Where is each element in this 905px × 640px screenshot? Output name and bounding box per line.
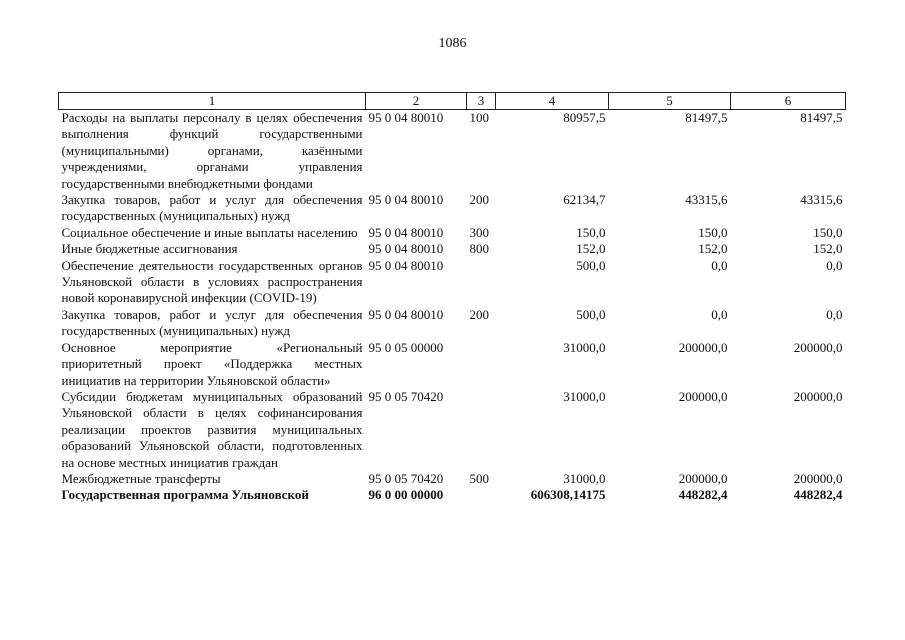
row-value-col6: 200000,0 <box>793 339 843 355</box>
row-expense-kind <box>467 389 496 471</box>
row-target-code: 95 0 04 80010 <box>368 192 444 208</box>
table-row <box>59 487 846 503</box>
row-value-col4: 500,0 <box>576 306 606 322</box>
row-target-code: 95 0 04 80010 <box>368 224 444 240</box>
row-name: Обеспечение деятельности государственных органов Ульяновской области в условиях распространения новой коронавирусной инфекции (COVID-19) <box>61 257 363 306</box>
row-name: Государственная программа Ульяновской <box>61 487 309 503</box>
row-value-col5: 448282,4 <box>678 487 728 503</box>
row-value-col4: 500,0 <box>576 257 606 273</box>
row-target-code: 95 0 04 80010 <box>368 306 444 322</box>
row-value-col6: 81497,5 <box>800 110 843 125</box>
budget-table <box>58 92 846 504</box>
row-value-col5: 200000,0 <box>678 470 728 486</box>
column-header: 4 <box>496 93 609 110</box>
row-name: Субсидии бюджетам муниципальных образований Ульяновской области в целях софинансирования реализации проектов развития муниципальных образований Ульяновской области, подготовленных на основе местных инициатив граждан <box>61 388 363 470</box>
row-expense-kind <box>467 340 496 389</box>
row-value-col6: 0,0 <box>826 257 843 273</box>
row-name: Основное мероприятие «Региональный приоритетный проект «Поддержка местных инициатив на территории Ульяновской области» <box>61 339 363 388</box>
table-row <box>59 389 846 471</box>
row-value-col4: 31000,0 <box>563 388 606 404</box>
row-expense-kind: 500 <box>469 470 489 486</box>
row-value-col5: 200000,0 <box>678 339 728 355</box>
row-value-col6: 152,0 <box>813 241 843 257</box>
row-value-col5: 150,0 <box>698 224 728 240</box>
table-row <box>59 258 846 307</box>
row-expense-kind <box>467 487 496 503</box>
row-value-col6: 200000,0 <box>793 470 843 486</box>
row-expense-kind: 200 <box>469 192 489 208</box>
column-number-header-row <box>59 93 846 110</box>
row-expense-kind: 800 <box>469 241 489 257</box>
row-value-col4: 152,0 <box>576 241 606 257</box>
row-name: Социальное обеспечение и иные выплаты населению <box>61 224 358 240</box>
row-name: Расходы на выплаты персоналу в целях обеспечения выполнения функций государственными (муниципальными) органами, казёнными учреждениями, органами управления государственными внебюджетными фондами <box>61 110 363 191</box>
row-value-col4: 31000,0 <box>563 470 606 486</box>
row-value-col6: 150,0 <box>813 224 843 240</box>
row-value-col5: 200000,0 <box>678 388 728 404</box>
row-value-col4: 606308,14175 <box>530 487 606 503</box>
row-value-col6: 0,0 <box>826 306 843 322</box>
row-value-col4: 150,0 <box>576 224 606 240</box>
row-value-col6: 43315,6 <box>800 192 843 208</box>
row-name: Закупка товаров, работ и услуг для обеспечения государственных (муниципальных) нужд <box>61 306 363 339</box>
row-value-col5: 43315,6 <box>685 192 728 208</box>
column-header: 6 <box>731 93 846 110</box>
row-expense-kind: 200 <box>469 306 489 322</box>
row-value-col6: 200000,0 <box>793 388 843 404</box>
table-row <box>59 225 846 241</box>
row-value-col5: 152,0 <box>698 241 728 257</box>
row-value-col4: 80957,5 <box>563 110 606 125</box>
table-row <box>59 241 846 257</box>
table-row <box>59 110 846 193</box>
row-value-col4: 31000,0 <box>563 339 606 355</box>
column-header: 1 <box>59 93 366 110</box>
table-body <box>59 110 846 504</box>
column-header: 5 <box>609 93 731 110</box>
column-header: 3 <box>467 93 496 110</box>
row-value-col5: 81497,5 <box>685 110 728 125</box>
row-value-col5: 0,0 <box>711 257 728 273</box>
row-target-code: 96 0 00 00000 <box>368 487 444 503</box>
table-row <box>59 192 846 225</box>
row-expense-kind <box>467 258 496 307</box>
row-name: Иные бюджетные ассигнования <box>61 241 238 257</box>
row-expense-kind: 100 <box>469 110 489 125</box>
row-target-code: 95 0 05 00000 <box>368 339 444 355</box>
row-expense-kind: 300 <box>469 224 489 240</box>
column-header: 2 <box>366 93 467 110</box>
table-row <box>59 340 846 389</box>
row-target-code: 95 0 05 70420 <box>368 470 444 486</box>
row-target-code: 95 0 04 80010 <box>368 110 444 125</box>
row-target-code: 95 0 05 70420 <box>368 388 444 404</box>
row-value-col5: 0,0 <box>711 306 728 322</box>
row-value-col4: 62134,7 <box>563 192 606 208</box>
page-number: 1086 <box>438 36 467 51</box>
row-name: Межбюджетные трансферты <box>61 470 221 486</box>
row-name: Закупка товаров, работ и услуг для обеспечения государственных (муниципальных) нужд <box>61 192 363 224</box>
table-row <box>59 307 846 340</box>
table-row <box>59 471 846 487</box>
row-target-code: 95 0 04 80010 <box>368 241 444 257</box>
row-value-col6: 448282,4 <box>793 487 843 503</box>
row-target-code: 95 0 04 80010 <box>368 257 444 273</box>
